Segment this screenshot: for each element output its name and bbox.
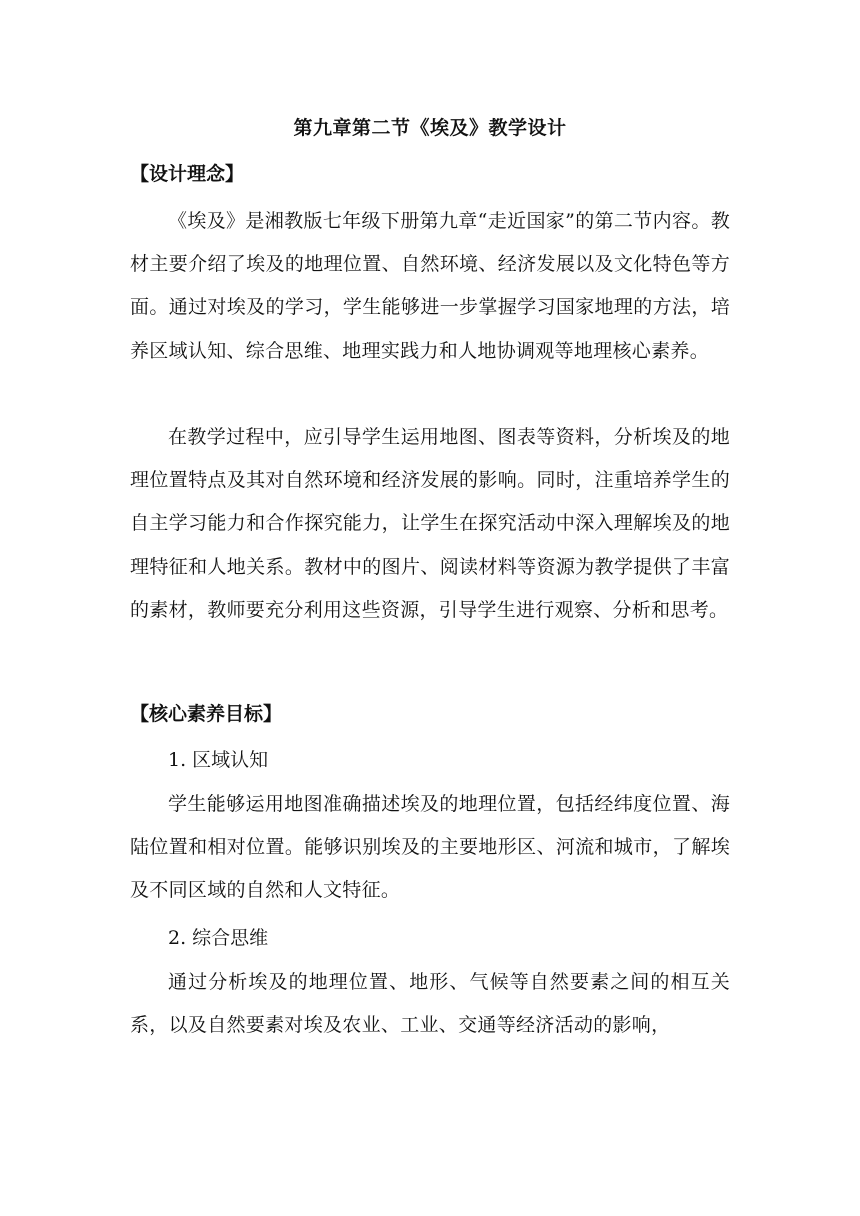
document-title: 第九章第二节《埃及》教学设计 xyxy=(293,117,567,139)
goal-text-comprehensive-thinking: 通过分析埃及的地理位置、地形、气候等自然要素之间的相互关系，以及自然要素对埃及农业、工业、交通等经济活动的影响， xyxy=(130,971,730,1037)
goal-label-regional-cognition: 1. 区域认知 xyxy=(168,749,269,771)
paragraph-design-concept-2: 在教学过程中，应引导学生运用地图、图表等资料，分析埃及的地理位置特点及其对自然环境和经济发展的影响。同时，注重培养学生的自主学习能力和合作探究能力，让学生在探究活动中深入理解埃及的地理特征和人地关系。教材中的图片、阅读材料等资源为教学提供了丰富的素材，教师要充分利用这些资源，引导学生进行观察、分析和思考。 xyxy=(130,426,730,621)
goal-text-regional-cognition: 学生能够运用地图准确描述埃及的地理位置，包括经纬度位置、海陆位置和相对位置。能够识别埃及的主要地形区、河流和城市，了解埃及不同区域的自然和人文特征。 xyxy=(130,793,730,902)
goal-label-comprehensive-thinking: 2. 综合思维 xyxy=(168,927,269,949)
section-heading-design-concept: 【设计理念】 xyxy=(130,163,245,185)
paragraph-design-concept-1: 《埃及》是湘教版七年级下册第九章“走近国家”的第二节内容。教材主要介绍了埃及的地理位置、自然环境、经济发展以及文化特色等方面。通过对埃及的学习，学生能够进一步掌握学习国家地理的方法，培养区域认知、综合思维、地理实践力和人地协调观等地理核心素养。 xyxy=(130,210,730,362)
section-heading-core-goals: 【核心素养目标】 xyxy=(130,703,283,725)
